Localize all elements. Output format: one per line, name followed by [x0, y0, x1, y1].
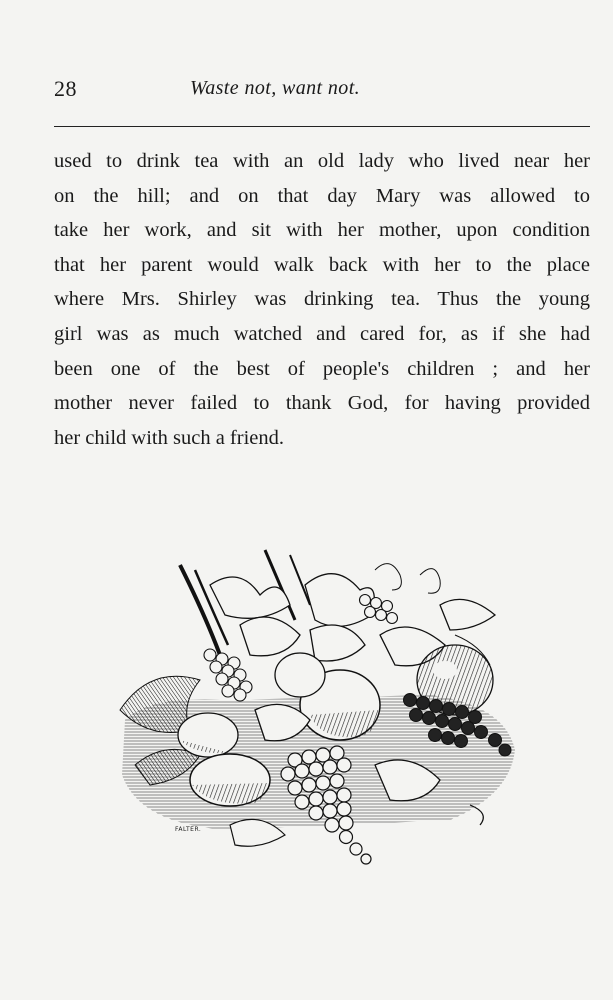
- grape-cluster: [204, 649, 252, 701]
- body-paragraph: [54, 144, 590, 455]
- engraver-signature: FALTER.: [175, 826, 202, 833]
- peach-shape: [275, 653, 325, 697]
- text-line: her child with such a friend.: [54, 426, 284, 449]
- text-line: been one of the best of people's children ; and her: [54, 357, 590, 380]
- text-line: used to drink tea with an old lady who lived near her: [54, 150, 590, 172]
- running-title: Waste not, want not.: [190, 77, 361, 99]
- text-line: girl was as much watched and cared for, as if she had: [54, 322, 590, 345]
- leaf-shape: [240, 617, 300, 656]
- text-line: where Mrs. Shirley was drinking tea. Thus the young: [54, 288, 590, 311]
- text-line: on the hill; and on that day Mary was allowed to: [54, 184, 590, 207]
- leaf-shape: [440, 599, 495, 630]
- header-rule: [54, 126, 590, 127]
- page-number: 28: [54, 76, 77, 101]
- text-line: take her work, and sit with her mother, upon condition: [54, 219, 590, 242]
- text-line: mother never failed to thank God, for having provided: [54, 392, 590, 415]
- fruit-still-life-illustration: [110, 545, 520, 870]
- leaf-shape: [310, 625, 365, 661]
- text-line: that her parent would walk back with her to the place: [54, 253, 590, 276]
